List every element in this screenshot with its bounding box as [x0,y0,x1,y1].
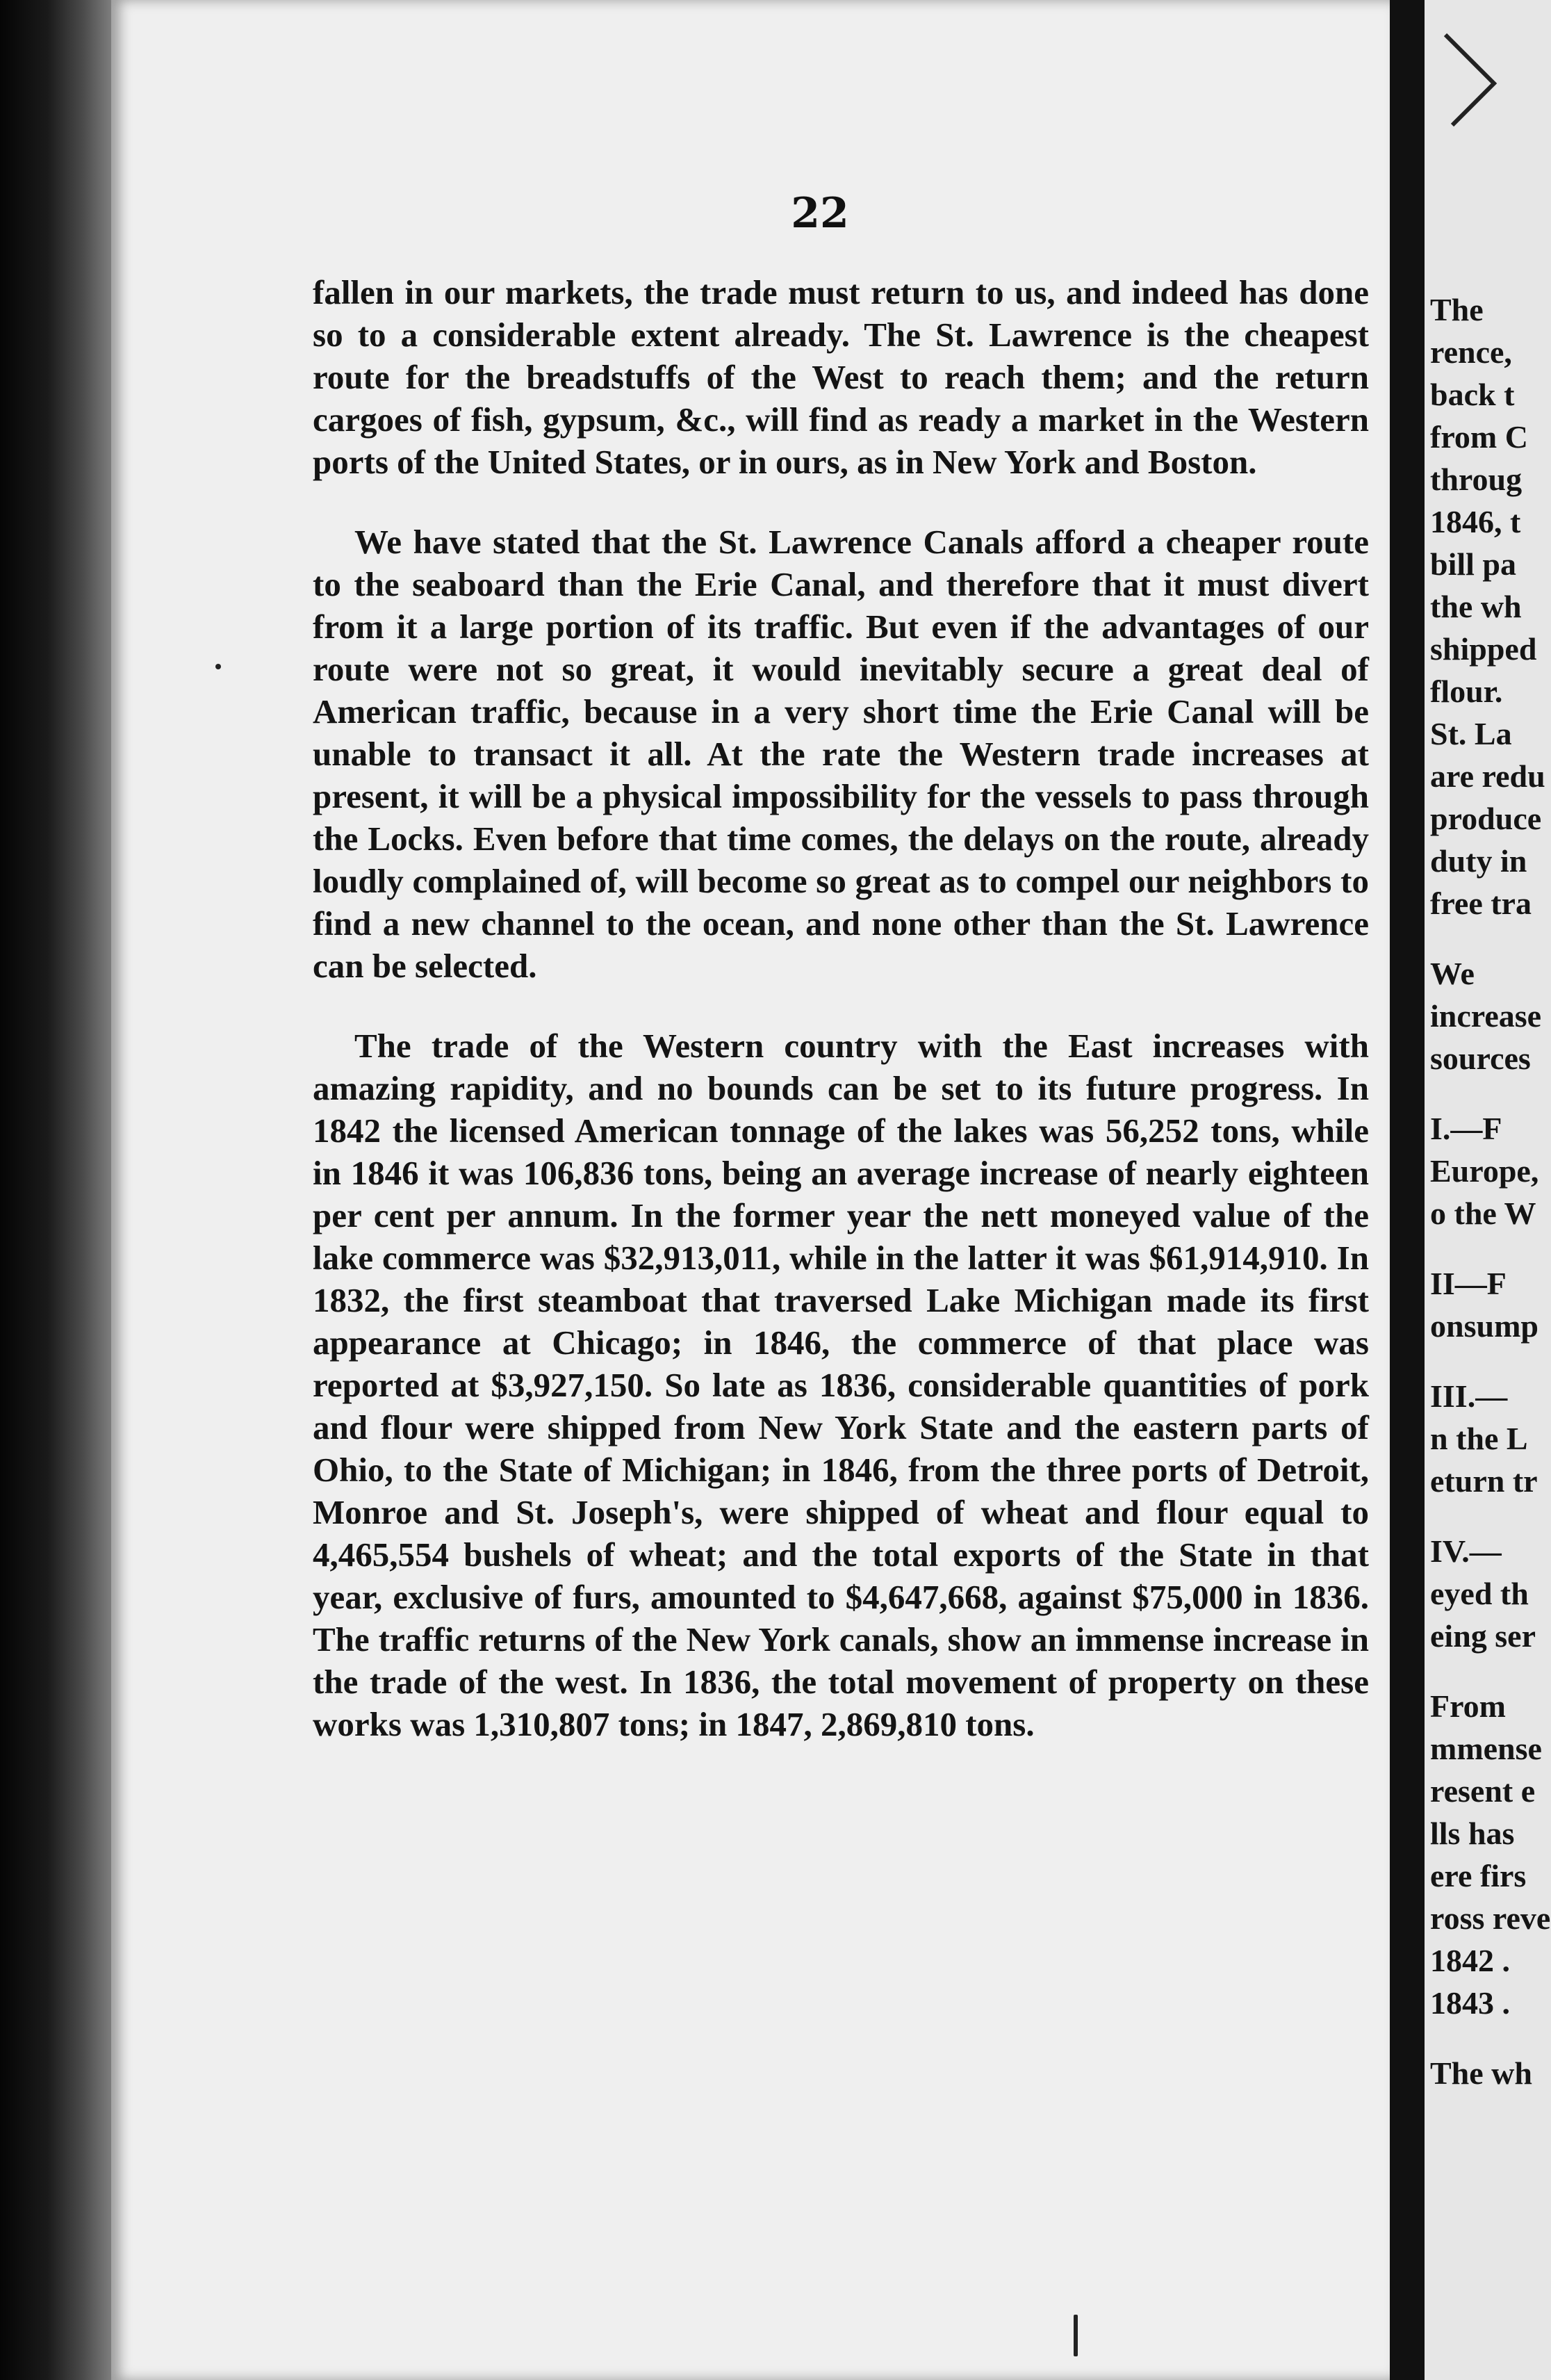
adjacent-line-fragment: free tra [1430,886,1532,921]
adjacent-line-fragment: IV.— [1430,1533,1502,1569]
adjacent-line-fragment: flour. [1430,674,1503,709]
adjacent-line-fragment: 1842 . [1430,1943,1510,1978]
adjacent-line-fragment: I.—F [1430,1111,1502,1146]
adjacent-line-fragment: II—F [1430,1266,1507,1301]
adjacent-line-fragment: o the W [1430,1196,1536,1231]
adjacent-line-fragment: n the L [1430,1421,1528,1456]
adjacent-line-fragment: The [1430,292,1484,327]
adjacent-line-gap [1430,2024,1551,2052]
adjacent-line-fragment: increase [1430,998,1542,1034]
adjacent-line-fragment: 1843 . [1430,1985,1510,2021]
adjacent-line-fragment: ere firs [1430,1858,1527,1893]
adjacent-line-gap [1430,924,1551,952]
adjacent-line-fragment: shipped [1430,631,1537,667]
adjacent-line-fragment: the wh [1430,589,1522,624]
adjacent-line-gap [1430,1502,1551,1530]
adjacent-line-fragment: sources [1430,1041,1531,1076]
adjacent-line-fragment: ross reve [1430,1900,1551,1936]
page-body-text [313,271,1369,1783]
adjacent-line-fragment: Europe, [1430,1153,1539,1189]
adjacent-page-text [1430,288,1551,2094]
page-number: 22 [791,189,849,238]
adjacent-line-fragment: bill pa [1430,546,1517,582]
page-gutter [1390,0,1425,2380]
adjacent-line-gap [1430,1234,1551,1262]
adjacent-line-fragment: eyed th [1430,1576,1529,1611]
adjacent-line-gap [1430,1657,1551,1685]
adjacent-line-fragment: eing ser [1430,1618,1536,1654]
paragraph-2: We have stated that the St. Lawrence Canals afford a cheaper route to the seaboard than the Erie Canal, and therefore that it must divert from it a large portion of its traffic. But even if the advantages of our route were not so great, it would inevitably secure a great deal of American traffic, because in a very short time the Erie Canal will be unable to transact it all. At the rate the Western trade increases at present, it will be a physical impossibility for the vessels to pass through the Locks. Even before that time comes, the delays on the route, already loudly complained of, will become so great as to compel our neighbors to find a new channel to the ocean, and none other than the St. Lawrence can be selected. [313,523,1369,985]
paragraph-1: fallen in our markets, the trade must return to us, and indeed has done so to a considerable extent already. The St. Lawrence is the cheapest route for the breadstuffs of the West to reach them; and the return cargoes of fish, gypsum, &c., will find as ready a market in the Western ports of the United States, or in ours, as in New York and Boston. [313,273,1369,481]
adjacent-line-fragment: The wh [1430,2055,1532,2091]
adjacent-line-fragment: From [1430,1688,1507,1724]
adjacent-line-fragment: produce [1430,801,1542,836]
adjacent-line-fragment: onsump [1430,1308,1538,1344]
adjacent-line-fragment: from C [1430,419,1528,455]
adjacent-line-gap [1430,1079,1551,1107]
scan-speck [215,664,221,669]
page-corner-fold-mark [1438,28,1508,132]
adjacent-line-fragment: eturn tr [1430,1463,1538,1499]
adjacent-line-fragment: resent e [1430,1773,1536,1809]
adjacent-line-fragment: duty in [1430,843,1527,879]
adjacent-line-fragment: throug [1430,462,1523,497]
paragraph-3: The trade of the Western country with the East increases with amazing rapidity, and no bounds can be set to its future progress. In 1842 the licensed American tonnage of the lakes was 56,252 tons, while in 1846 it was 106,836 tons, being an average increase of nearly eighteen per cent per annum. In the former year the nett moneyed value of the lake commerce was $32,913,011, while in the latter it was $61,914,910. In 1832, the first steamboat that traversed Lake Michigan made its first appearance at Chicago; in 1846, the commerce of that place was reported at $3,927,150. So late as 1836, considerable quantities of pork and flour were shipped from New York State and the eastern parts of Ohio, to the State of Michigan; in 1846, from the three ports of Detroit, Monroe and St. Joseph's, were shipped of wheat and flour equal to 4,465,554 bushels of wheat; and the total exports of the State in that year, exclusive of furs, amounted to $4,647,668, against $75,000 in 1836. The traffic returns of the New York canals, show an immense increase in the trade of the west. In 1836, the total movement of property on these works was 1,310,807 tons; in 1847, 2,869,810 tons. [313,1027,1369,1743]
adjacent-line-fragment: lls has [1430,1816,1515,1851]
adjacent-line-fragment: III.— [1430,1378,1508,1414]
adjacent-line-fragment: rence, [1430,334,1512,370]
adjacent-line-fragment: mmense [1430,1731,1542,1766]
adjacent-line-fragment: are redu [1430,758,1545,794]
adjacent-line-gap [1430,1347,1551,1375]
adjacent-line-fragment: St. La [1430,716,1512,751]
adjacent-line-fragment: back t [1430,377,1515,412]
scan-speck [1074,2315,1078,2356]
adjacent-line-fragment: 1846, t [1430,504,1521,539]
adjacent-line-fragment: We [1430,956,1475,991]
binding-shadow [0,0,118,2380]
